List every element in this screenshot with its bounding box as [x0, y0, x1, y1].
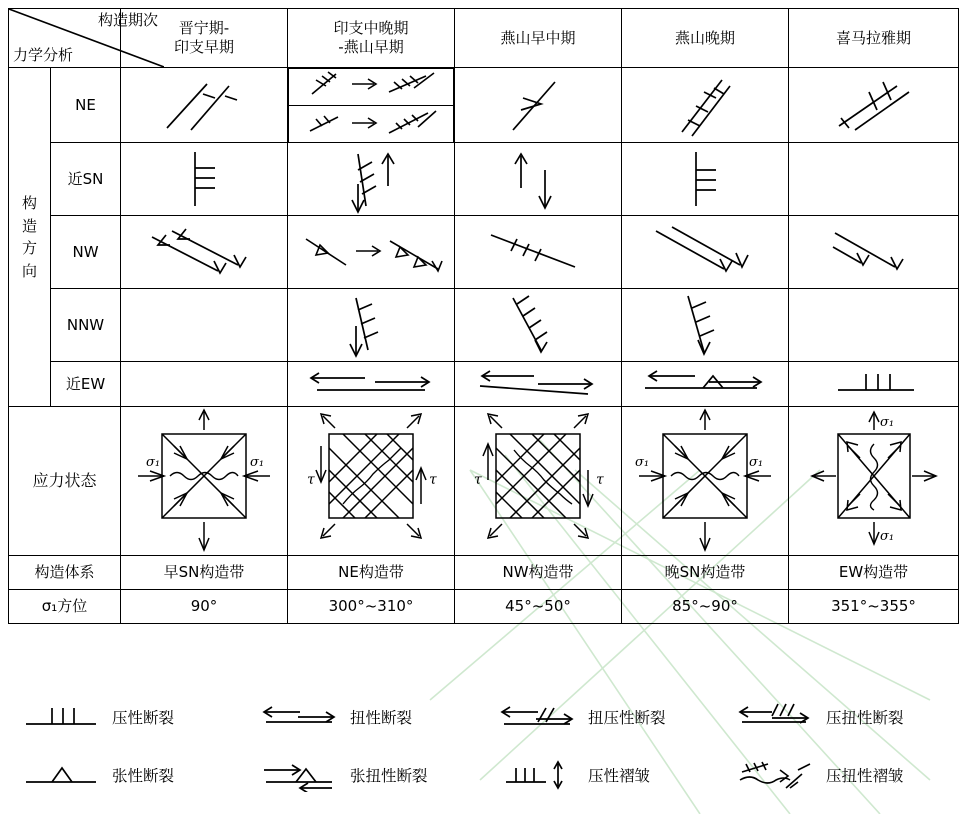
row-group-char-4: 向 — [21, 261, 37, 280]
tau-label-right-2: τ — [429, 472, 437, 488]
compressive-fold-icon — [494, 758, 580, 792]
stress-diagram-1-icon — [124, 408, 284, 554]
azimuth-value-5: 351°~355° — [789, 590, 959, 624]
fault-symbol-ne-3-icon — [463, 70, 613, 140]
azimuth-value-2: 300°~310° — [288, 590, 455, 624]
table-row-azimuth — [9, 590, 959, 624]
symbol-cell-nw-2 — [288, 216, 455, 289]
symbol-cell-sn-4 — [622, 143, 789, 216]
fault-symbol-ne-2-bottom-icon — [294, 107, 449, 141]
stress-cell-1 — [121, 407, 288, 556]
table-row-nw — [9, 216, 959, 289]
legend-cell-6 — [246, 746, 484, 804]
table-row-sn — [9, 143, 959, 216]
symbol-cell-nnw-3 — [455, 289, 622, 362]
symbol-cell-ew-5 — [789, 362, 959, 407]
symbol-cell-sn-1 — [121, 143, 288, 216]
column-header-4-line1: 燕山晚期 — [674, 28, 735, 47]
fault-symbol-ew-4-icon — [629, 364, 781, 404]
system-value-1: 早SN构造带 — [121, 556, 288, 590]
sigma1-label-top-5: σ₁ — [879, 415, 894, 430]
azimuth-value-4: 85°~90° — [622, 590, 789, 624]
column-header-1-line2: 印支早期 — [173, 38, 234, 56]
symbol-cell-ew-3 — [455, 362, 622, 407]
sigma1-label-right-4: σ₁ — [749, 455, 764, 470]
fault-symbol-nw-2-icon — [294, 217, 449, 287]
symbol-cell-ne-2-top — [289, 69, 454, 106]
fault-symbol-nw-1-icon — [128, 217, 280, 287]
fault-symbol-sn-1-icon — [129, 144, 279, 214]
stress-cell-4 — [622, 407, 789, 556]
symbol-cell-nw-5 — [789, 216, 959, 289]
row-group-char-2: 造 — [21, 216, 37, 235]
symbol-cell-sn-2 — [288, 143, 455, 216]
table-row-ew — [9, 362, 959, 407]
symbol-cell-nnw-2 — [288, 289, 455, 362]
corner-header-cell — [9, 9, 158, 68]
azimuth-value-3: 45°~50° — [455, 590, 622, 624]
sigma1-label-left-4: σ₁ — [635, 455, 650, 470]
legend-label-5: 张性断裂 — [112, 767, 175, 785]
tau-label-left-3: τ — [474, 472, 482, 488]
symbol-cell-ne-5 — [789, 68, 959, 143]
legend-item-compressive-torsional-fold — [722, 758, 958, 792]
legend-item-torsional-compressive-fault — [484, 700, 722, 734]
legend-label-7: 压性褶皱 — [588, 767, 651, 785]
torsional-compressive-fault-icon — [494, 700, 580, 734]
table-row-nnw — [9, 289, 959, 362]
fault-symbol-ew-5-icon — [798, 364, 950, 404]
legend-cell-7 — [484, 746, 722, 804]
table-row-ne — [9, 68, 959, 143]
fault-symbol-nnw-2-icon — [296, 290, 446, 360]
compressive-torsional-fault-icon — [732, 700, 818, 734]
torsional-fault-icon — [256, 700, 342, 734]
stress-diagram-3-icon — [458, 408, 618, 554]
symbol-cell-ne-3 — [455, 68, 622, 143]
fault-symbol-nnw-3-icon — [463, 290, 613, 360]
legend-item-torsional-fault — [246, 700, 484, 734]
legend-cell-8 — [722, 746, 958, 804]
stress-state-label-cell: 应力状态 — [9, 407, 121, 556]
corner-header-inner — [9, 9, 164, 67]
system-label-cell: 构造体系 — [9, 556, 121, 590]
legend-cell-1 — [8, 688, 246, 746]
legend-item-compressive-fault — [8, 700, 246, 734]
direction-label-ne: NE — [51, 68, 121, 143]
column-header-5 — [789, 9, 959, 68]
legend-item-compressive-fold — [484, 758, 722, 792]
legend-cell-5 — [8, 746, 246, 804]
system-value-2: NE构造带 — [288, 556, 455, 590]
stress-cell-2 — [288, 407, 455, 556]
fault-symbol-ne-2-top-icon — [294, 70, 449, 104]
table-header-row — [9, 9, 959, 68]
column-header-2-line1: 印支中晚期 — [333, 19, 409, 38]
column-header-3-line1: 燕山早中期 — [500, 28, 576, 47]
fault-symbol-nw-4-icon — [630, 217, 780, 287]
symbol-cell-sn-5 — [789, 143, 959, 216]
fault-symbol-ne-1-icon — [129, 70, 279, 140]
column-header-1-line1: 晋宁期- — [178, 19, 230, 38]
legend-label-6: 张扭性断裂 — [350, 767, 428, 785]
fault-symbol-nw-3-icon — [463, 217, 613, 287]
fault-symbol-sn-2-icon — [296, 144, 446, 214]
column-header-2-line2: -燕山早期 — [338, 38, 404, 56]
column-header-5-line1: 喜马拉雅期 — [835, 28, 911, 47]
symbol-cell-nw-3 — [455, 216, 622, 289]
fault-symbol-ew-3-icon — [462, 364, 614, 404]
stress-cell-5 — [789, 407, 959, 556]
column-header-4 — [622, 9, 789, 68]
symbol-split-ne-2 — [288, 68, 454, 142]
legend-item-tensional-fault — [8, 758, 246, 792]
legend-cell-3 — [484, 688, 722, 746]
fault-symbol-sn-3-icon — [463, 144, 613, 214]
legend-row-2 — [8, 746, 958, 804]
fault-symbol-sn-4-icon — [630, 144, 780, 214]
fault-symbol-ne-5-icon — [799, 70, 949, 140]
direction-label-nnw: NNW — [51, 289, 121, 362]
legend-row-1 — [8, 688, 958, 746]
symbol-cell-nw-1 — [121, 216, 288, 289]
fault-symbol-nnw-4-icon — [630, 290, 780, 360]
symbol-cell-nnw-5 — [789, 289, 959, 362]
legend-item-compressive-torsional-fault — [722, 700, 958, 734]
column-header-2 — [288, 9, 455, 68]
tectonic-phase-table — [8, 8, 959, 624]
system-value-3: NW构造带 — [455, 556, 622, 590]
system-value-4: 晚SN构造带 — [622, 556, 789, 590]
azimuth-value-1: 90° — [121, 590, 288, 624]
system-value-5: EW构造带 — [789, 556, 959, 590]
sigma1-label-bottom-5: σ₁ — [879, 529, 894, 544]
legend-label-3: 扭压性断裂 — [588, 709, 666, 727]
stress-cell-3 — [455, 407, 622, 556]
compressive-fault-icon — [18, 700, 104, 734]
legend-table — [8, 688, 958, 804]
compressive-torsional-fold-icon — [732, 758, 818, 792]
symbol-cell-ne-2-bottom — [289, 106, 454, 143]
fault-symbol-ne-4-icon — [630, 70, 780, 140]
symbol-cell-nnw-1 — [121, 289, 288, 362]
stress-diagram-2-icon — [291, 408, 451, 554]
symbol-cell-ew-1 — [121, 362, 288, 407]
legend-cell-2 — [246, 688, 484, 746]
symbol-cell-nnw-4 — [622, 289, 789, 362]
legend-item-tensional-torsional-fault — [246, 758, 484, 792]
legend-label-8: 压扭性褶皱 — [826, 767, 904, 785]
direction-label-ew: 近EW — [51, 362, 121, 407]
corner-label-phase: 构造期次 — [97, 11, 158, 29]
symbol-cell-ew-4 — [622, 362, 789, 407]
row-group-char-1: 构 — [21, 194, 37, 212]
legend-label-2: 扭性断裂 — [350, 709, 413, 727]
sigma1-label-right-1: σ₁ — [250, 455, 265, 470]
corner-label-mechanics: 力学分析 — [13, 46, 74, 65]
fault-symbol-nw-5-icon — [799, 217, 949, 287]
symbol-cell-sn-3 — [455, 143, 622, 216]
symbol-cell-nw-4 — [622, 216, 789, 289]
fault-symbol-ew-2-icon — [295, 364, 447, 404]
symbol-cell-ne-1 — [121, 68, 288, 143]
legend-label-1: 压性断裂 — [112, 709, 175, 727]
direction-label-nw: NW — [51, 216, 121, 289]
direction-label-sn: 近SN — [51, 143, 121, 216]
stress-diagram-5-icon — [794, 408, 954, 554]
row-group-label-structural-direction — [9, 68, 51, 407]
table-row-system — [9, 556, 959, 590]
azimuth-label-cell: σ₁方位 — [9, 590, 121, 624]
tau-label-left-2: τ — [307, 472, 315, 488]
row-group-char-3: 方 — [21, 239, 37, 257]
sigma1-label-left-1: σ₁ — [146, 455, 161, 470]
symbol-cell-ne-2 — [288, 68, 455, 143]
legend-label-4: 压扭性断裂 — [826, 709, 904, 727]
column-header-3 — [455, 9, 622, 68]
symbol-cell-ew-2 — [288, 362, 455, 407]
tau-label-right-3: τ — [596, 472, 604, 488]
legend — [8, 688, 958, 804]
legend-cell-4 — [722, 688, 958, 746]
tensional-torsional-fault-icon — [256, 758, 342, 792]
table-row-stress-state — [9, 407, 959, 556]
symbol-cell-ne-4 — [622, 68, 789, 143]
stress-diagram-4-icon — [625, 408, 785, 554]
tensional-fault-icon — [18, 758, 104, 792]
